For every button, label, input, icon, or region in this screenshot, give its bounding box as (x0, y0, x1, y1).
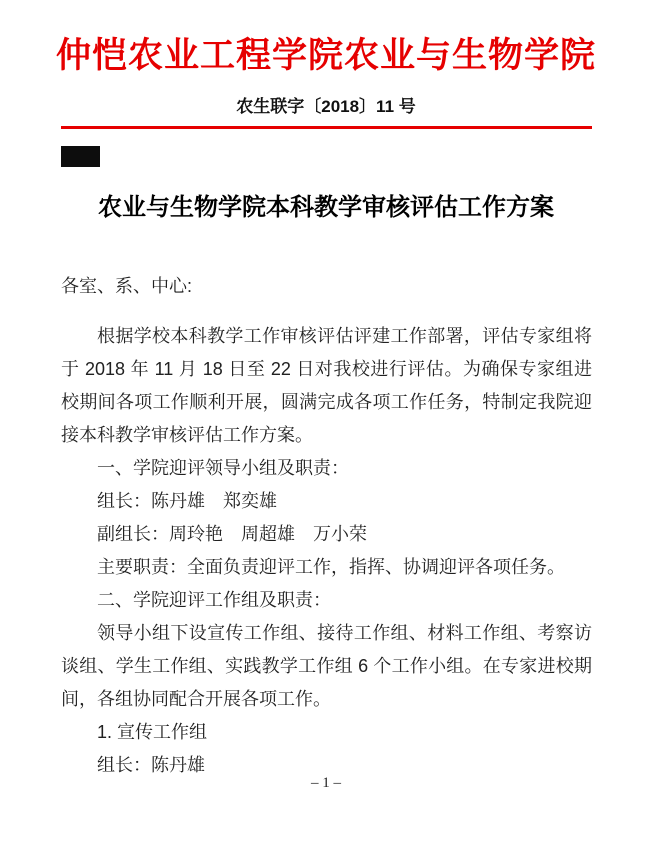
black-scan-mark (61, 146, 100, 167)
paragraph: 主要职责：全面负责迎评工作，指挥、协调迎评各项任务。 (97, 557, 565, 577)
paragraph: 二、学院迎评工作组及职责： (97, 590, 331, 610)
page-number: – 1 – (311, 775, 341, 791)
paragraph: 根据学校本科教学工作审核评估评建工作部署，评估专家组将于 2018 年 11 月 18 日至 22 日对我校进行评估。为确保专家组进校期间各项工作顺利开展，圆满完成各项工作任务，特制定我院迎接本科教学审核评估工作方案。 (61, 326, 592, 445)
paragraph: 组长：陈丹雄 (97, 755, 205, 775)
paragraph: 1. 宣传工作组 (97, 722, 208, 742)
paragraph: 领导小组下设宣传工作组、接待工作组、材料工作组、考察访谈组、学生工作组、实践教学工作组 6 个工作小组。在专家进校期间，各组协同配合开展各项工作。 (61, 623, 592, 709)
salutation: 各室、系、中心: (61, 276, 193, 296)
document-body (61, 270, 592, 782)
paragraph: 一、学院迎评领导小组及职责： (97, 458, 349, 478)
red-separator-rule (61, 126, 592, 129)
document-number: 农生联字〔2018〕11 号 (236, 97, 416, 116)
document-title: 农业与生物学院本科教学审核评估工作方案 (98, 195, 554, 221)
paragraph: 副组长：周玲艳 周超雄 万小荣 (97, 524, 367, 544)
org-header-title: 仲恺农业工程学院农业与生物学院 (55, 36, 596, 75)
paragraph: 组长：陈丹雄 郑奕雄 (97, 491, 277, 511)
